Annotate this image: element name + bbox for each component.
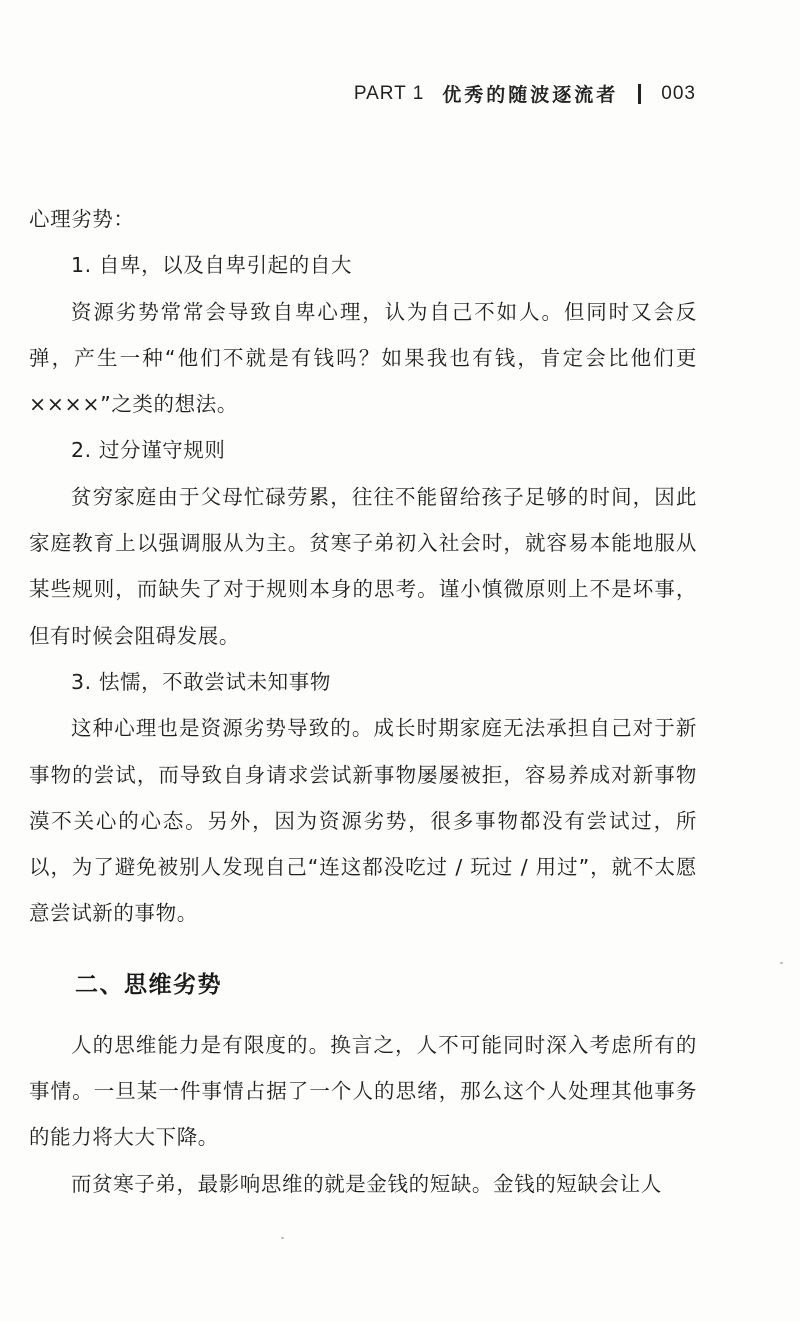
paragraph: 而贫寒子弟，最影响思维的就是金钱的短缺。金钱的短缺会让人 <box>71 1171 662 1196</box>
page-number: 003 <box>661 82 696 104</box>
list-item-title: 1. 自卑，以及自卑引起的自大 <box>71 253 353 278</box>
scan-speck <box>780 962 783 964</box>
intro-line: 心理劣势： <box>29 207 135 231</box>
paragraph: 资源劣势常常会导致自卑心理，认为自己不如人。但同时又会反弹，产生一种“他们不就是有钱吗？如果我也有钱，肯定会比他们更××××”之类的想法。 <box>29 299 697 417</box>
list-item-title: 2. 过分谨守规则 <box>71 438 226 463</box>
paragraph: 人的思维能力是有限度的。换言之，人不可能同时深入考虑所有的事情。一旦某一件事情占据了一个人的思绪，那么这个人处理其他事务的能力将大大下降。 <box>29 1032 697 1150</box>
body-text <box>29 196 697 1207</box>
part-label: PART 1 <box>353 82 425 104</box>
paragraph: 这种心理也是资源劣势导致的。成长时期家庭无法承担自己对于新事物的尝试，而导致自身请求尝试新事物屡屡被拒，容易养成对新事物漠不关心的心态。另外，因为资源劣势，很多事物都没有尝试过，所以，为了避免被别人发现自己“连这都没吃过 / 玩过 / 用过”，就不太愿意尝试新的事物。 <box>29 716 697 926</box>
section-heading: 二、思维劣势 <box>75 971 222 998</box>
running-header <box>354 80 696 107</box>
list-item-title: 3. 怯懦，不敢尝试未知事物 <box>71 669 331 694</box>
scan-speck <box>281 1237 284 1239</box>
paragraph: 贫穷家庭由于父母忙碌劳累，往往不能留给孩子足够的时间，因此家庭教育上以强调服从为主。贫寒子弟初入社会时，就容易本能地服从某些规则，而缺失了对于规则本身的思考。谨小慎微原则上不是坏事，但有时候会阻碍发展。 <box>29 484 697 648</box>
header-divider <box>638 84 641 104</box>
chapter-title: 优秀的随波逐流者 <box>442 84 619 106</box>
